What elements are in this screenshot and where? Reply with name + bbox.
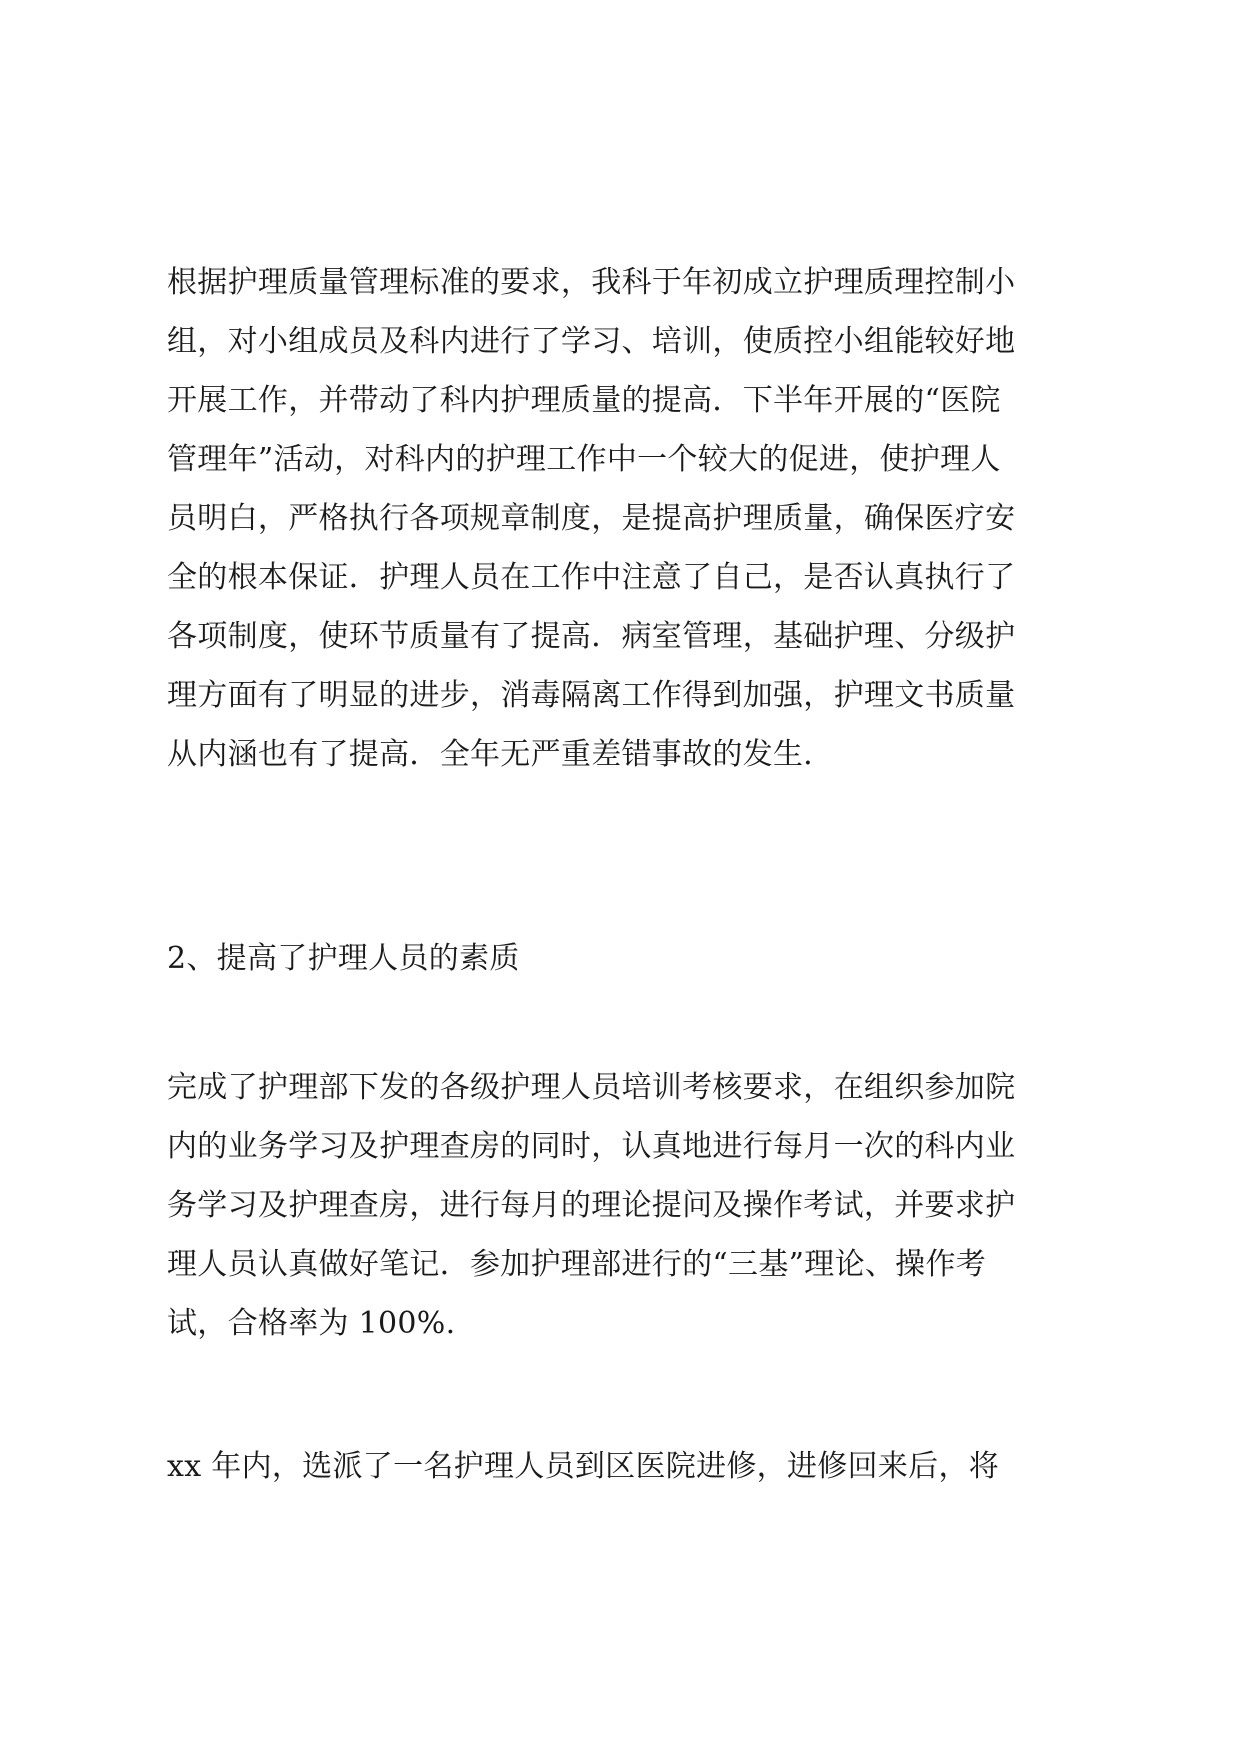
text-line: 试，合格率为 100%.: [167, 1306, 456, 1341]
text-line: 内的业务学习及护理查房的同时，认真地进行每月一次的科内业: [167, 1129, 1016, 1164]
text-line: 管理年”活动，对科内的护理工作中一个较大的促进，使护理人: [167, 442, 1001, 477]
text-line: 从内涵也有了提高．全年无严重差错事故的发生．: [167, 737, 834, 772]
text-line: 开展工作，并带动了科内护理质量的提高．下半年开展的“医院: [167, 383, 1001, 418]
text-line: 完成了护理部下发的各级护理人员培训考核要求，在组织参加院: [167, 1070, 1016, 1105]
text-line: 理人员认真做好笔记．参加护理部进行的“三基”理论、操作考: [167, 1247, 987, 1282]
text-line: 各项制度，使环节质量有了提高．病室管理，基础护理、分级护: [167, 619, 1016, 654]
section-heading: 2、提高了护理人员的素质: [167, 941, 520, 976]
text-line: 全的根本保证．护理人员在工作中注意了自己，是否认真执行了: [167, 560, 1016, 595]
text-line: 组，对小组成员及科内进行了学习、培训，使质控小组能较好地: [167, 324, 1016, 359]
text-line: xx 年内，选派了一名护理人员到区医院进修，进修回来后，将: [167, 1449, 1000, 1484]
text-line: 根据护理质量管理标准的要求，我科于年初成立护理质理控制小: [167, 265, 1016, 300]
text-line: 员明白，严格执行各项规章制度，是提高护理质量，确保医疗安: [167, 501, 1016, 536]
text-line: 务学习及护理查房，进行每月的理论提问及操作考试，并要求护: [167, 1188, 1016, 1223]
text-line: 理方面有了明显的进步，消毒隔离工作得到加强，护理文书质量: [167, 678, 1016, 713]
